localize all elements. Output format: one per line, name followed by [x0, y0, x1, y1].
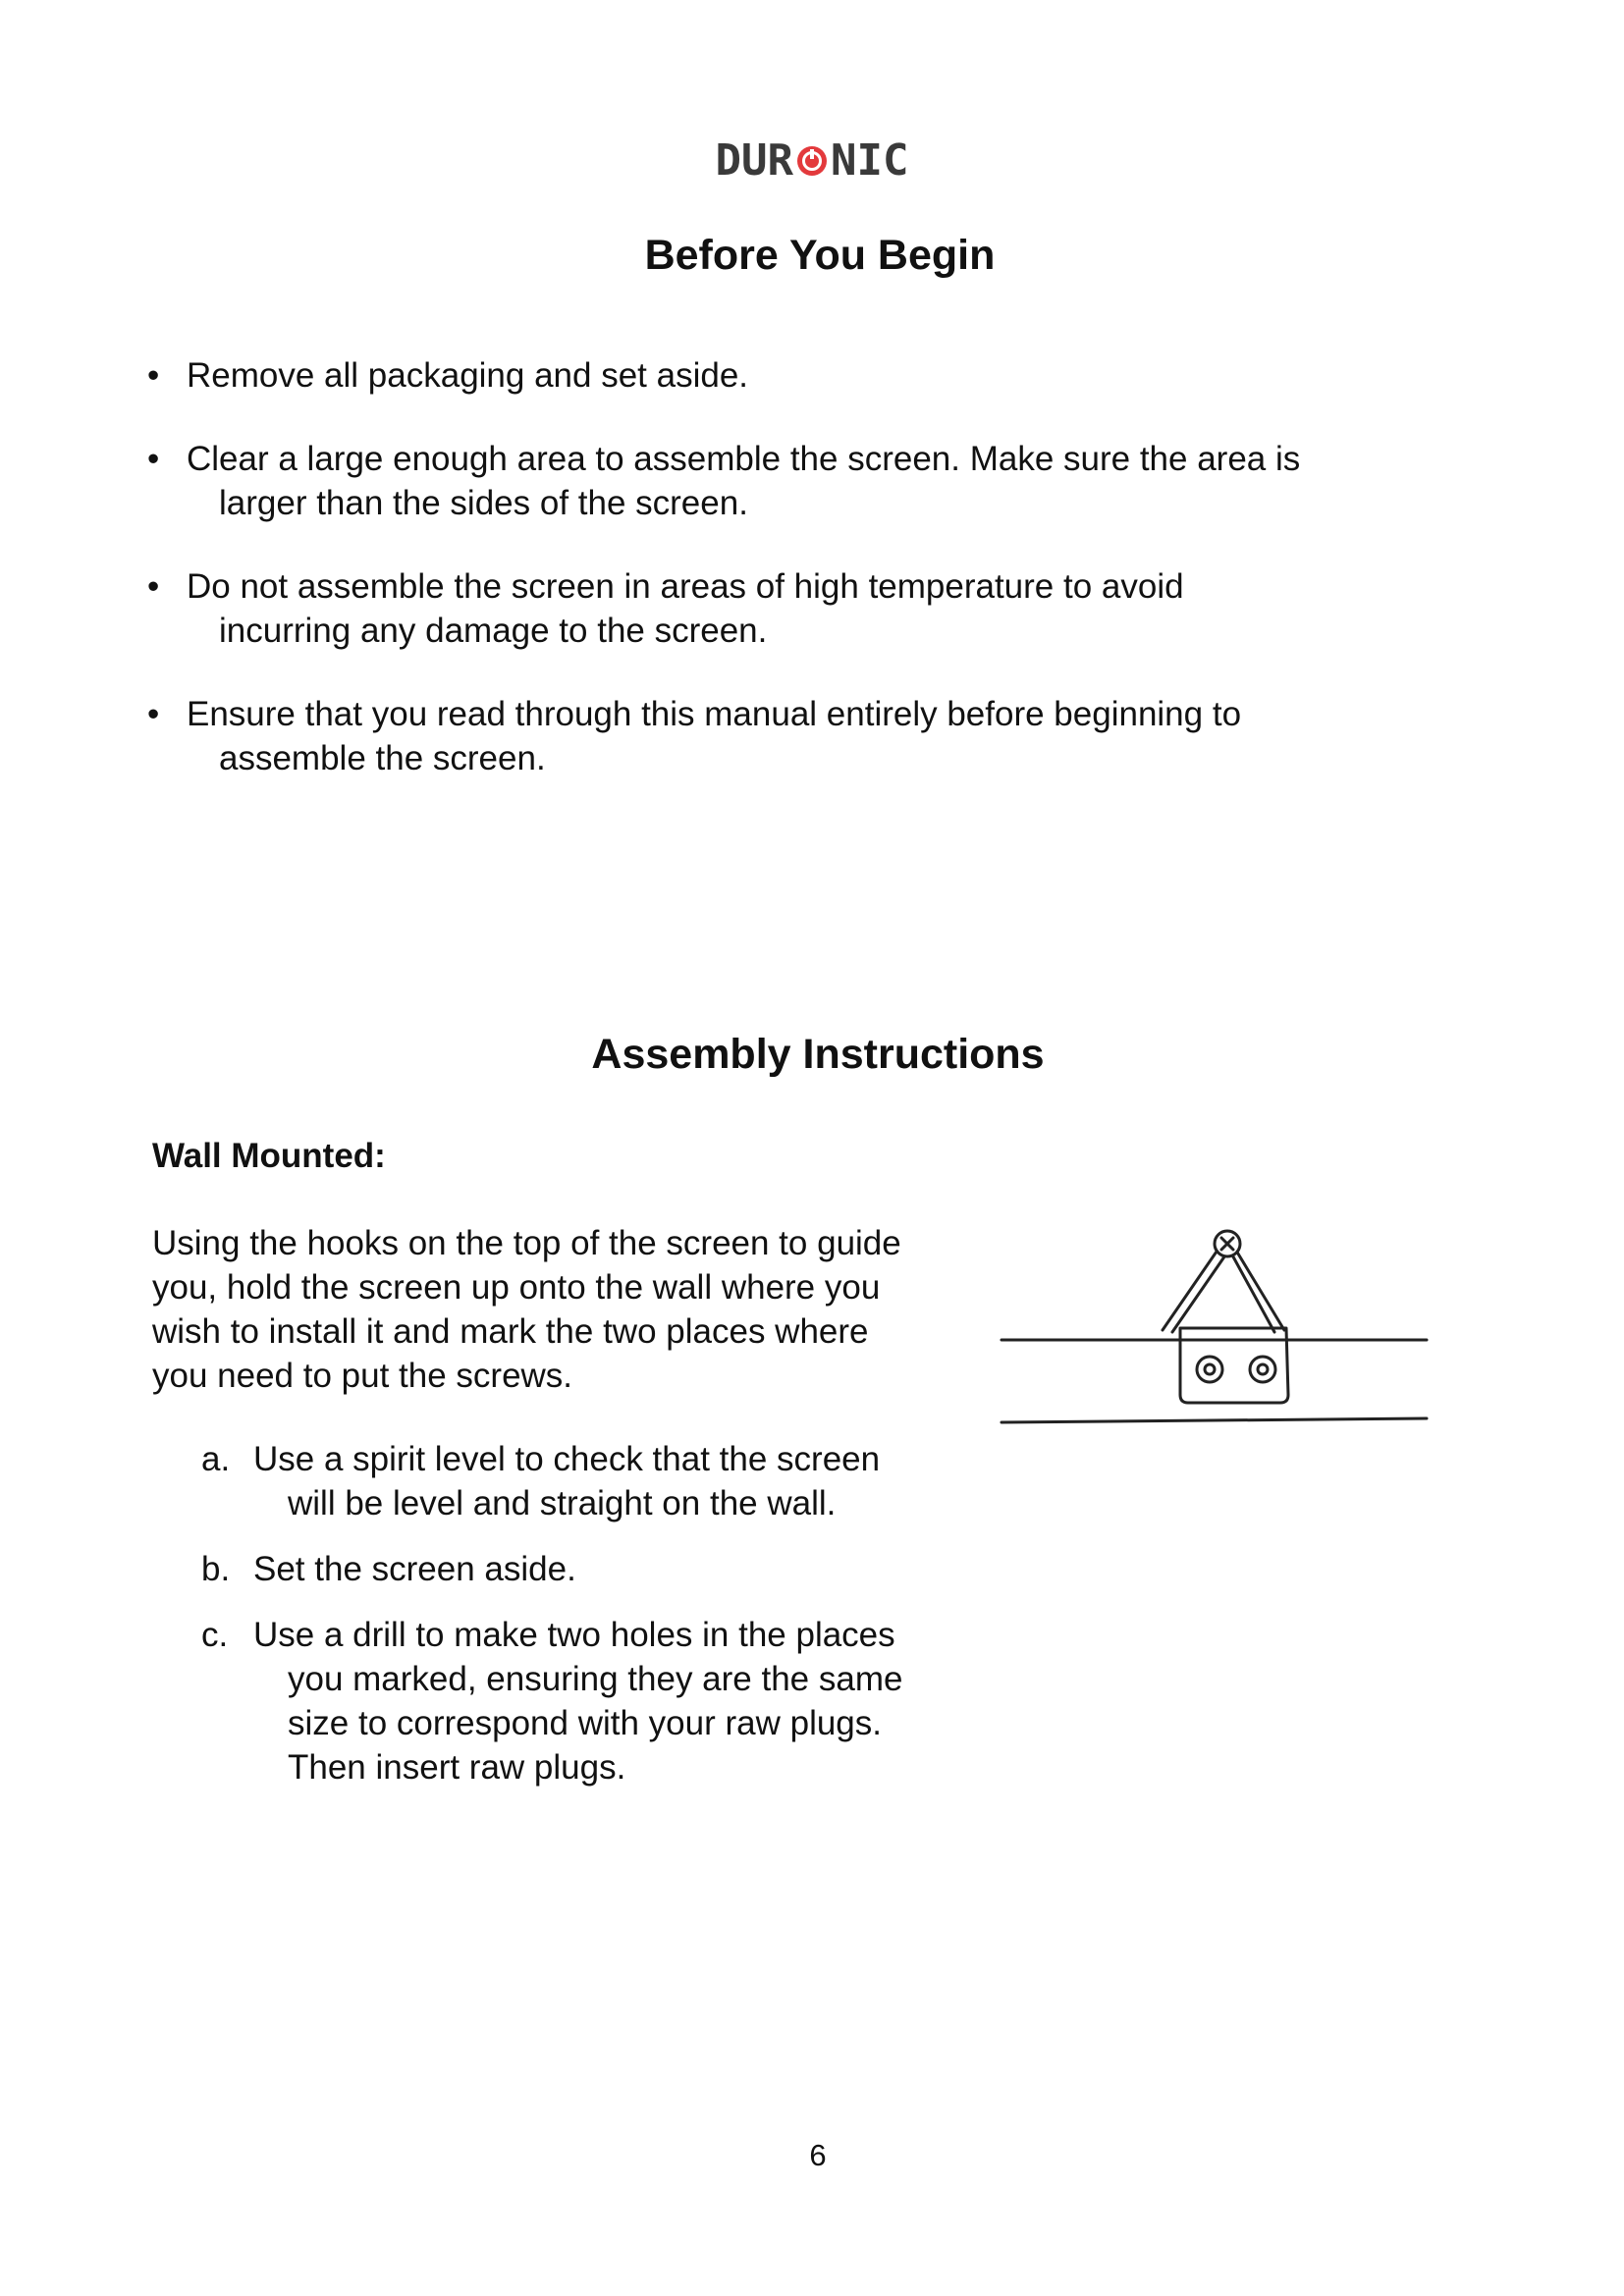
before-you-begin-heading: Before You Begin: [644, 232, 996, 279]
step-text: Use a drill to make two holes in the places: [253, 1616, 895, 1654]
power-symbol-icon: [795, 144, 829, 178]
bullet-icon: •: [147, 695, 160, 733]
list-item-text: Do not assemble the screen in areas of high temperature to avoid: [187, 567, 1184, 606]
wall-mounted-subheading: Wall Mounted:: [152, 1137, 386, 1175]
bullet-icon: •: [147, 440, 160, 478]
step-item: [201, 1437, 987, 1525]
list-item-text: Clear a large enough area to assemble the screen. Make sure the area is: [187, 440, 1301, 478]
list-item-text: Ensure that you read through this manual entirely before beginning to: [187, 695, 1242, 733]
wall-hook-bracket-icon: [992, 1222, 1434, 1448]
intro-line: you need to put the screws.: [152, 1357, 573, 1395]
list-item: [147, 564, 1424, 653]
step-text-continued: will be level and straight on the wall.: [288, 1484, 837, 1522]
logo-text-end: NIC: [831, 135, 909, 186]
list-item: [147, 353, 1424, 398]
list-item-text-continued: incurring any damage to the screen.: [219, 612, 768, 650]
wall-mounted-intro: [152, 1221, 977, 1398]
step-marker: c.: [201, 1616, 229, 1654]
list-item: [147, 437, 1424, 525]
list-item-text: Remove all packaging and set aside.: [187, 356, 749, 395]
assembly-instructions-heading: Assembly Instructions: [591, 1031, 1045, 1078]
step-item: [201, 1613, 987, 1789]
bullet-icon: •: [147, 356, 160, 395]
list-item-text-continued: larger than the sides of the screen.: [219, 484, 748, 522]
logo-text-start: DUR: [715, 135, 793, 186]
step-text-continued: you marked, ensuring they are the same: [288, 1660, 903, 1698]
step-marker: a.: [201, 1440, 231, 1478]
intro-line: Using the hooks on the top of the screen to guide: [152, 1224, 901, 1262]
step-text: Use a spirit level to check that the screen: [253, 1440, 881, 1478]
step-text: Set the screen aside.: [253, 1550, 576, 1588]
wall-mount-steps: [201, 1437, 987, 1811]
list-item-text-continued: assemble the screen.: [219, 739, 546, 777]
step-text-continued: size to correspond with your raw plugs.: [288, 1704, 882, 1742]
page-number: 6: [809, 2138, 827, 2172]
list-item: [147, 692, 1424, 780]
intro-line: you, hold the screen up onto the wall where you: [152, 1268, 881, 1307]
step-marker: b.: [201, 1550, 231, 1588]
bullet-icon: •: [147, 567, 160, 606]
step-item: [201, 1547, 987, 1591]
step-text-continued: Then insert raw plugs.: [288, 1748, 626, 1787]
duronic-logo: [0, 135, 1624, 186]
intro-line: wish to install it and mark the two places where: [152, 1312, 869, 1351]
before-you-begin-list: [147, 353, 1424, 820]
